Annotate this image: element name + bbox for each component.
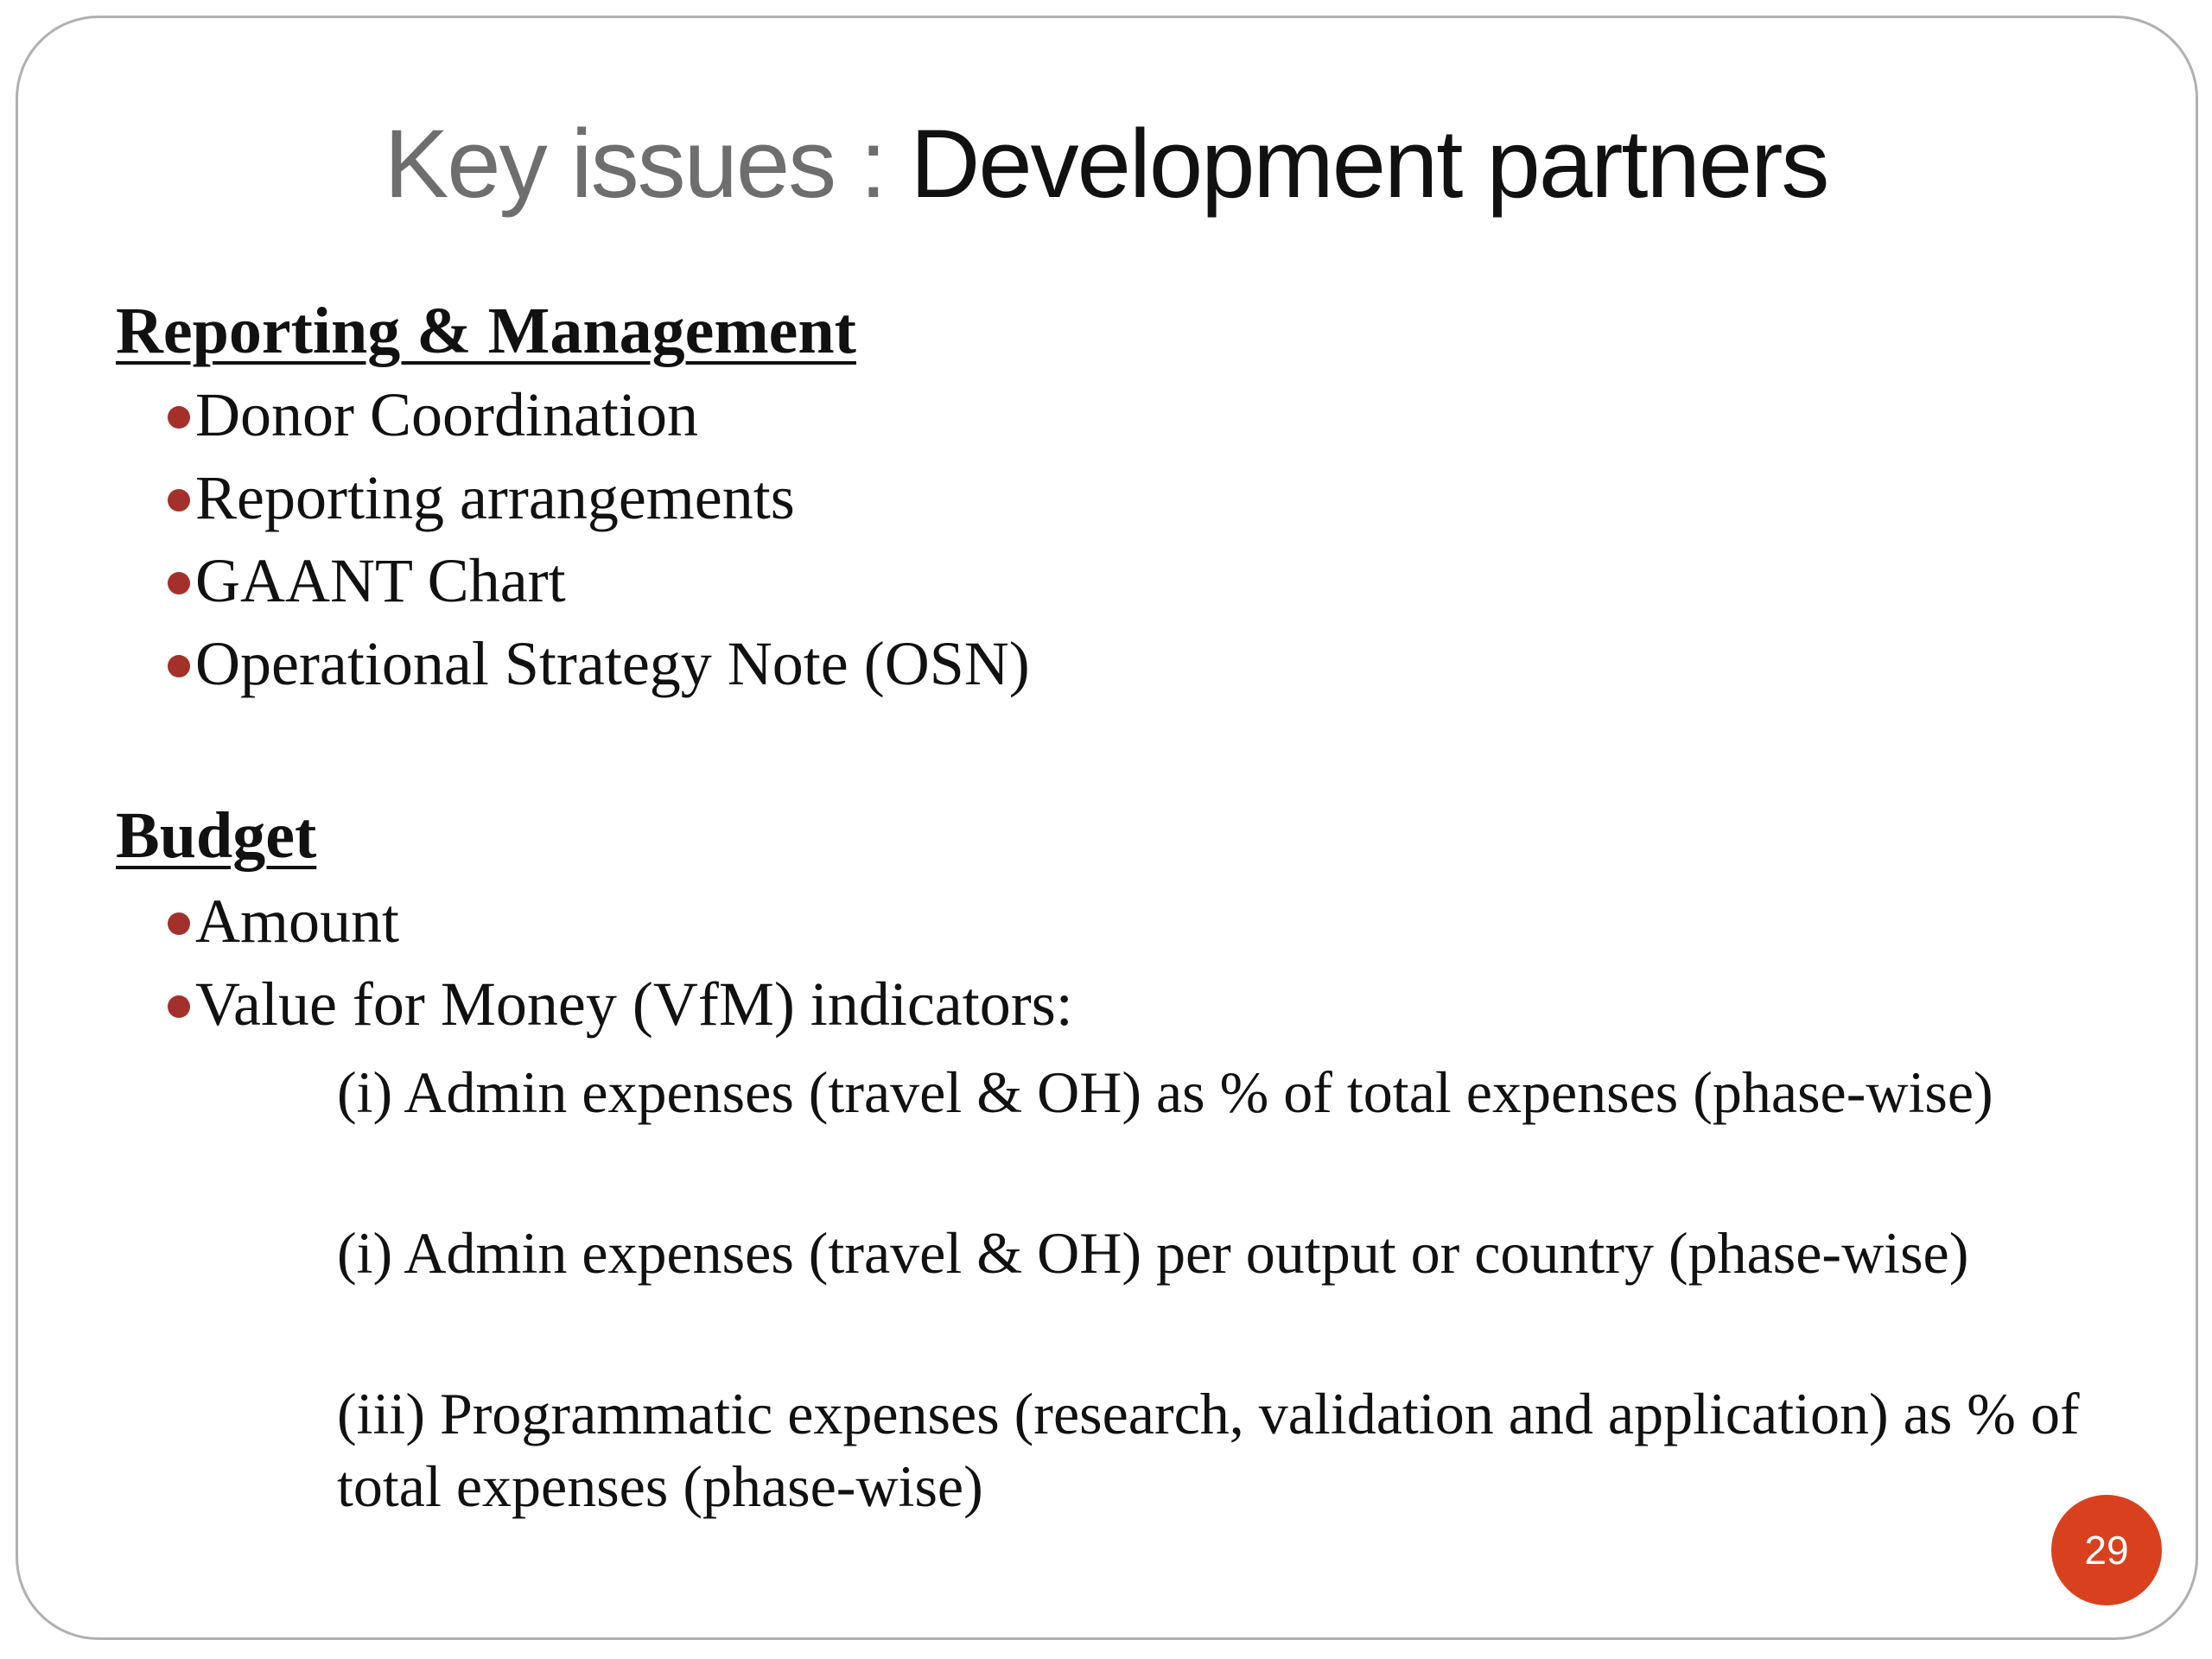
sub-list-item: (i) Admin expenses (travel & OH) as % of total expenses (phase-wise) bbox=[337, 1059, 1993, 1125]
list-item bbox=[195, 539, 566, 622]
list-item bbox=[195, 456, 795, 539]
page-number-badge: 29 bbox=[2051, 1495, 2162, 1605]
section-heading-reporting: Reporting & Management bbox=[116, 295, 856, 367]
sub-list-item: (i) Admin expenses (travel & OH) per output or country (phase-wise) bbox=[337, 1220, 1969, 1286]
list-item bbox=[195, 963, 1073, 1046]
sub-list-item: (iii) Programmatic expenses (research, validation and application) as % of total expenses (phase-wise) bbox=[337, 1381, 2080, 1519]
bullet-icon bbox=[168, 995, 190, 1018]
bullet-icon bbox=[168, 572, 190, 594]
list-item bbox=[195, 373, 698, 456]
list-item-label: Value for Money (VfM) indicators: bbox=[195, 969, 1073, 1039]
section-heading-budget: Budget bbox=[116, 799, 317, 872]
list-item bbox=[195, 880, 399, 963]
slide-title bbox=[0, 104, 2212, 225]
list-item-label: Reporting arrangements bbox=[195, 463, 795, 532]
bullet-icon bbox=[168, 655, 190, 677]
list-item-label: Amount bbox=[195, 887, 400, 956]
list-item-label: GAANT Chart bbox=[195, 546, 566, 615]
list-item-label: Operational Strategy Note (OSN) bbox=[195, 629, 1030, 698]
list-item bbox=[195, 622, 1030, 705]
list-item-label: Donor Coordination bbox=[195, 380, 698, 449]
bullet-icon bbox=[168, 912, 190, 935]
title-prefix: Key issues : bbox=[384, 110, 911, 218]
title-main: Development partners bbox=[910, 110, 1828, 218]
bullet-icon bbox=[168, 489, 190, 512]
bullet-icon bbox=[168, 406, 190, 429]
